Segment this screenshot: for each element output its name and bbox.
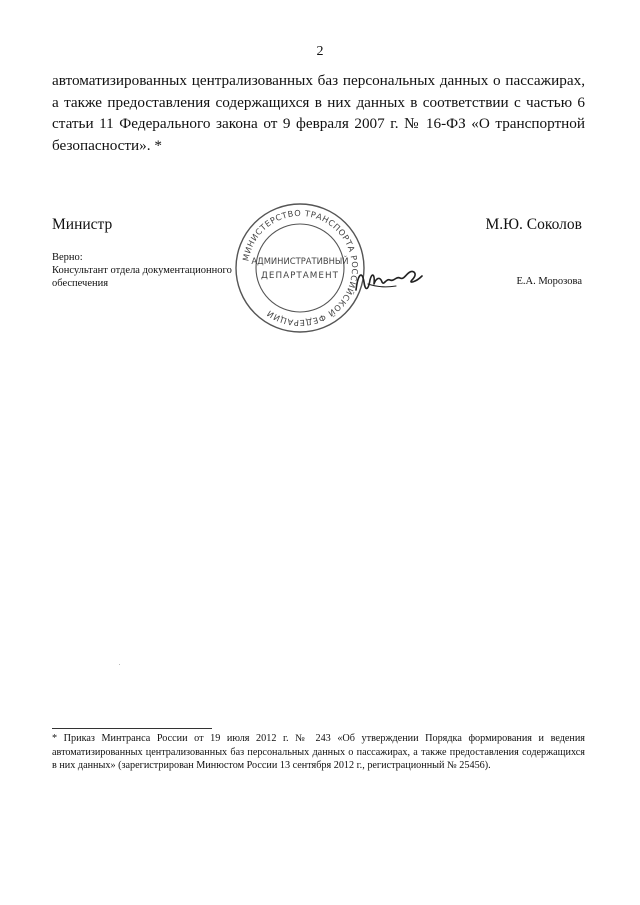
body-paragraph: автоматизированных централизованных баз персональных данных о пассажирах, а также предоставления содержащихся в них данных в соответствии с частью 6 статьи 11 Федерального закона от 9 февраля 2007 г. № 16-ФЗ «О транспортной безопасности». * [52, 72, 585, 154]
footnote-text: * Приказ Минтранса России от 19 июля 2012 г. № 243 «Об утверждении Порядка формирования и ведения автоматизированных централизованных баз персональных данных о пассажирах, а также предоставления содержащихся в них данных» (зарегистрирован Минюстом России 13 сентября 2012 г., регистрационный № 25456). [52, 733, 585, 771]
certification-position-line1: Консультант отдела документационного [52, 265, 232, 276]
page-number: 2 [316, 44, 324, 59]
stamp-ring-text: МИНИСТЕРСТВО ТРАНСПОРТА РОССИЙСКОЙ ФЕДЕРАЦИИ [240, 207, 361, 329]
minister-title: Министр [52, 216, 113, 233]
minister-name: М.Ю. Соколов [485, 216, 582, 233]
certification-position-line2: обеспечения [52, 278, 109, 289]
footnote-divider [52, 728, 212, 729]
consultant-name: Е.А. Морозова [516, 276, 582, 287]
certification-block [52, 251, 232, 290]
official-stamp [232, 200, 368, 336]
scan-speck [119, 664, 120, 665]
handwritten-signature [350, 262, 425, 302]
svg-text:МИНИСТЕРСТВО ТРАНСПОРТА РОССИЙ [240, 208, 360, 328]
stamp-line1: АДМИНИСТРАТИВНЫЙ [251, 256, 349, 266]
stamp-line2: ДЕПАРТАМЕНТ [261, 271, 339, 281]
certification-label: Верно: [52, 252, 83, 263]
